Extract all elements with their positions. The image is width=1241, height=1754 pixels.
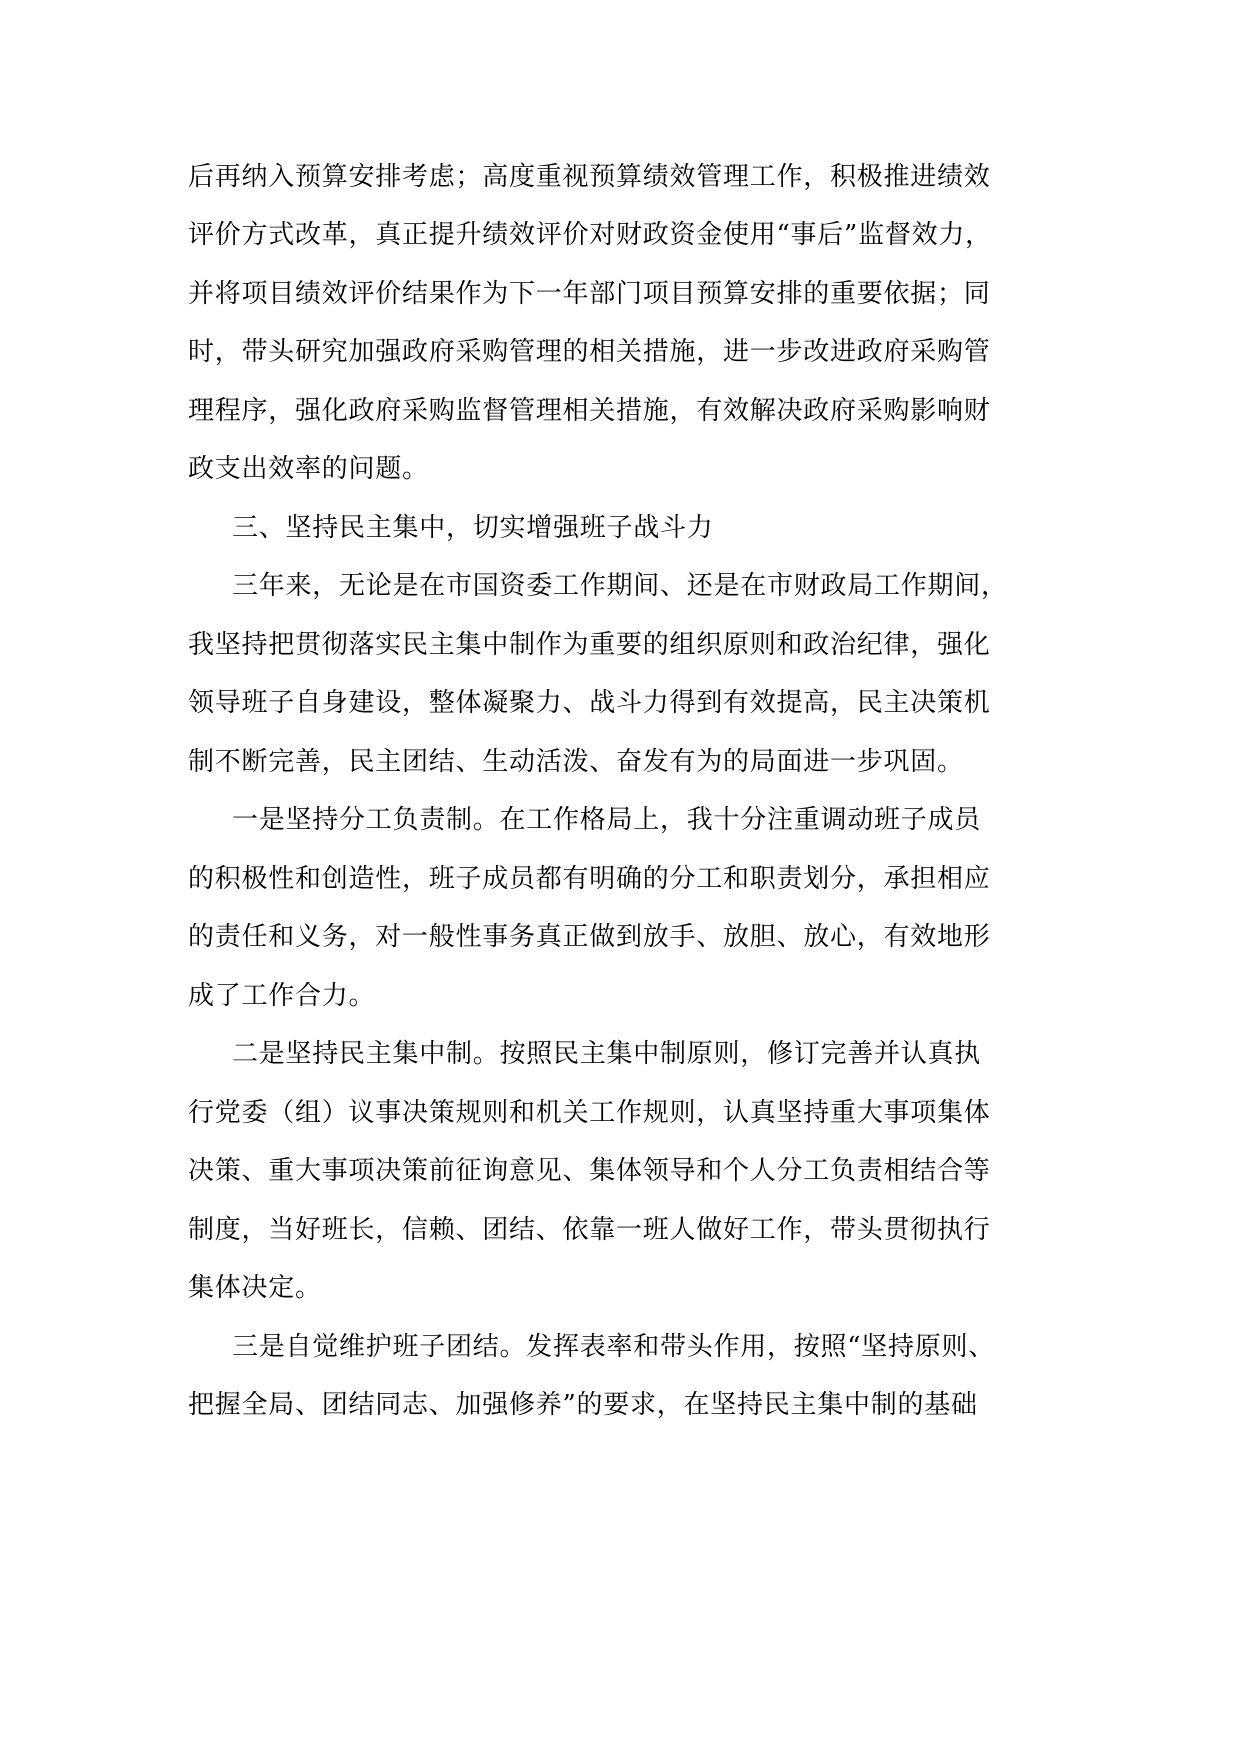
text-line: 后再纳入预算安排考虑；高度重视预算绩效管理工作，积极推进绩效 <box>188 162 991 192</box>
paragraph-first-line: 三是自觉维护班子团结。发挥表率和带头作用，按照“坚持原则、 <box>232 1332 996 1362</box>
text-line: 理程序，强化政府采购监督管理相关措施，有效解决政府采购影响财 <box>188 396 991 426</box>
text-line: 决策、重大事项决策前征询意见、集体领导和个人分工负责相结合等 <box>188 1156 991 1186</box>
text-line: 我坚持把贯彻落实民主集中制作为重要的组织原则和政治纪律，强化 <box>188 630 991 660</box>
text-line: 把握全局、团结同志、加强修养”的要求，在坚持民主集中制的基础 <box>188 1390 978 1420</box>
text-line: 集体决定。 <box>188 1273 322 1303</box>
paragraph-first-line: 二是坚持民主集中制。按照民主集中制原则，修订完善并认真执 <box>232 1039 982 1069</box>
paragraph-first-line: 三年来，无论是在市国资委工作期间、还是在市财政局工作期间， <box>232 571 1008 601</box>
paragraph-first-line: 一是坚持分工负责制。在工作格局上，我十分注重调动班子成员 <box>232 805 982 835</box>
text-line: 并将项目绩效评价结果作为下一年部门项目预算安排的重要依据；同 <box>188 279 991 309</box>
text-line: 制不断完善，民主团结、生动活泼、奋发有为的局面进一步巩固。 <box>188 747 964 777</box>
text-line: 行党委（组）议事决策规则和机关工作规则，认真坚持重大事项集体 <box>188 1098 991 1128</box>
text-line: 成了工作合力。 <box>188 981 376 1011</box>
section-heading: 三、坚持民主集中，切实增强班子战斗力 <box>232 513 714 543</box>
text-line: 政支出效率的问题。 <box>188 454 429 484</box>
text-line: 时，带头研究加强政府采购管理的相关措施，进一步改进政府采购管 <box>188 337 991 367</box>
text-line: 的责任和义务，对一般性事务真正做到放手、放胆、放心，有效地形 <box>188 922 991 952</box>
text-line: 评价方式改革，真正提升绩效评价对财政资金使用“事后”监督效力， <box>188 220 992 250</box>
text-line: 制度，当好班长，信赖、团结、依靠一班人做好工作，带头贯彻执行 <box>188 1215 991 1245</box>
text-line: 领导班子自身建设，整体凝聚力、战斗力得到有效提高，民主决策机 <box>188 688 991 718</box>
text-line: 的积极性和创造性，班子成员都有明确的分工和职责划分，承担相应 <box>188 864 991 894</box>
